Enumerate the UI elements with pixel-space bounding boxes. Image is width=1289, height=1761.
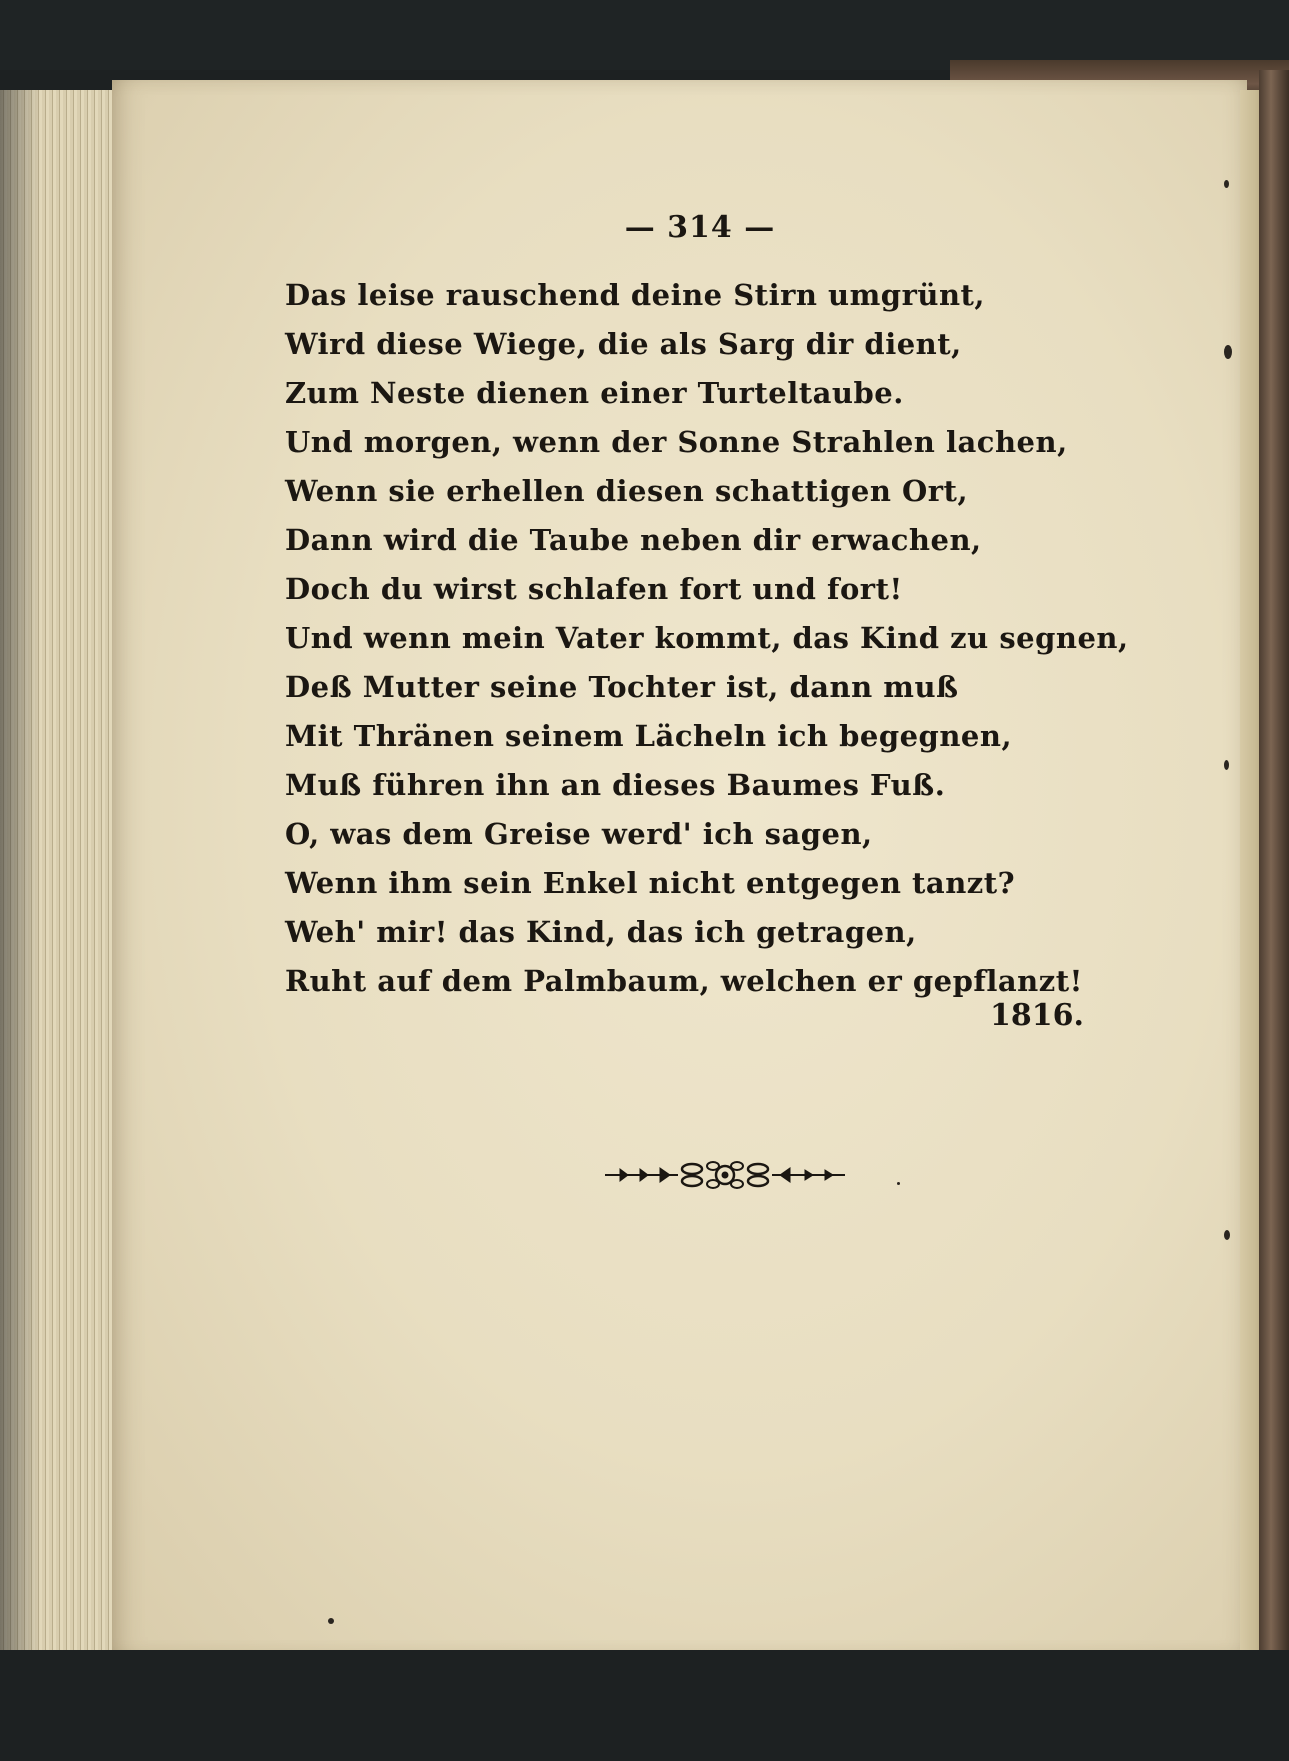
poem-line: Muß führen ihn an dieses Baumes Fuß. [285, 768, 946, 802]
book-cover-edge-right [1259, 70, 1289, 1650]
poem-line: Doch du wirst schlafen fort und fort! [285, 572, 903, 606]
poem-line: Dann wird die Taube neben dir erwachen, [285, 523, 982, 557]
page-stack-shadow [0, 90, 40, 1650]
poem-line: Und morgen, wenn der Sonne Strahlen lachen, [285, 425, 1068, 459]
poem-line: Weh' mir! das Kind, das ich getragen, [285, 915, 917, 949]
poem-line: Ruht auf dem Palmbaum, welchen er gepflanzt! [285, 964, 1083, 998]
page-number: — 314 — [624, 210, 776, 245]
poem-line: O, was dem Greise werd' ich sagen, [285, 817, 873, 851]
poem-year: 1816. [990, 998, 1084, 1033]
floral-divider-icon [600, 1155, 850, 1195]
poem-line: Zum Neste dienen einer Turteltaube. [285, 376, 904, 410]
poem-line: Wird diese Wiege, die als Sarg dir dient, [285, 327, 962, 361]
background-bottom [0, 1650, 1289, 1761]
poem-line: Mit Thränen seinem Lächeln ich begegnen, [285, 719, 1013, 753]
poem-line: Das leise rauschend deine Stirn umgrünt, [285, 278, 986, 312]
poem-line: Deß Mutter seine Tochter ist, dann muß [285, 670, 959, 704]
poem-line: Und wenn mein Vater kommt, das Kind zu segnen, [285, 621, 1129, 655]
poem-line: Wenn ihm sein Enkel nicht entgegen tanzt? [285, 866, 1016, 900]
poem-line: Wenn sie erhellen diesen schattigen Ort, [285, 474, 969, 508]
